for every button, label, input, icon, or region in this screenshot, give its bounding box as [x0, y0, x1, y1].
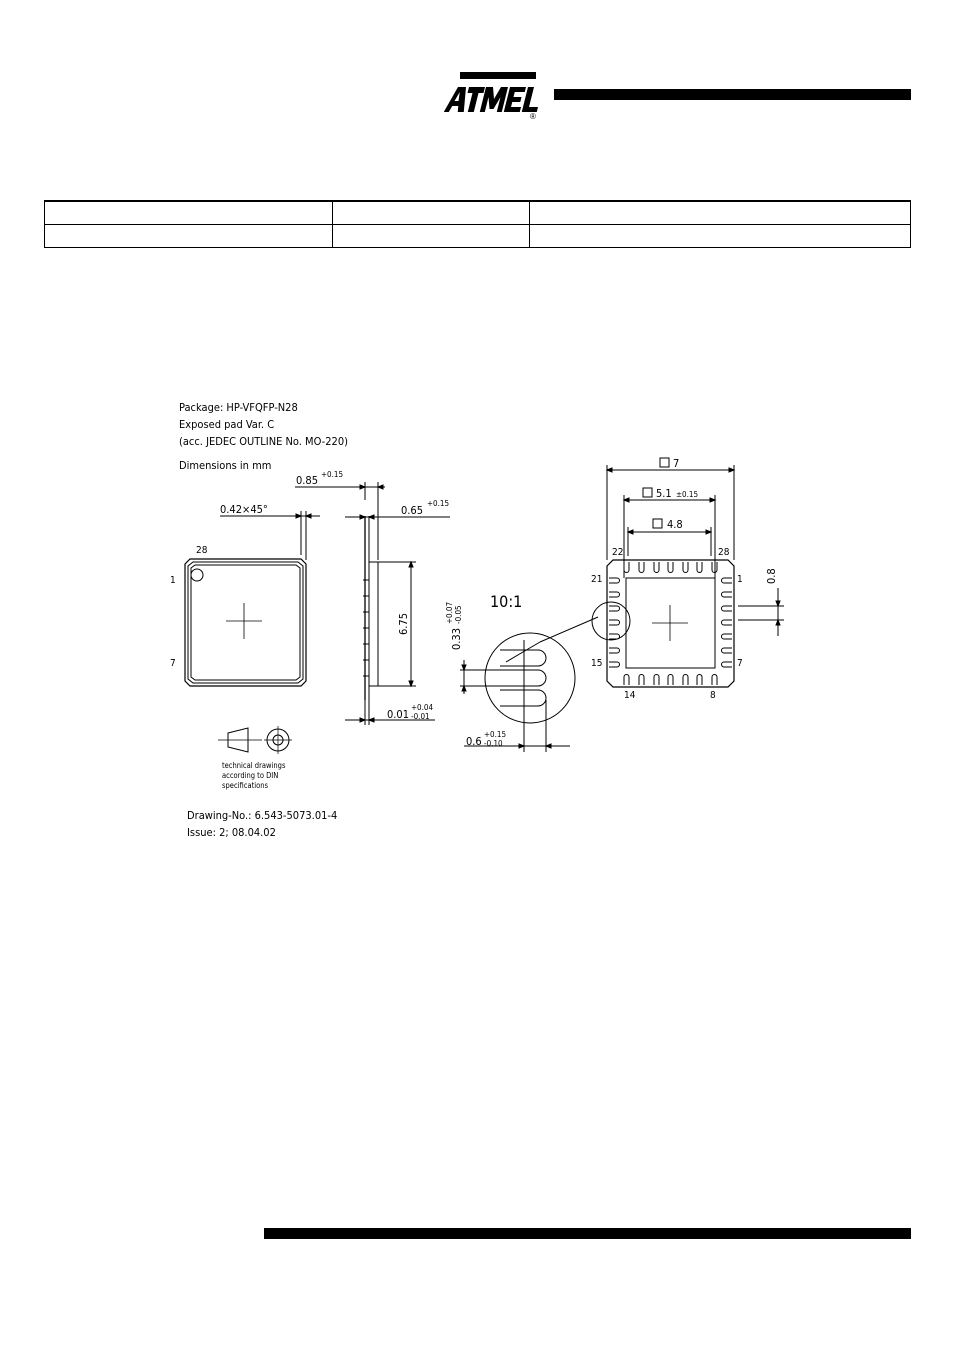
table-cell [530, 201, 911, 225]
registered-mark: ® [530, 112, 536, 120]
dim-lead-width-tol-down: -0.05 [454, 605, 463, 624]
dim-pad-size: 5.1 [656, 487, 672, 500]
pin-label-22: 22 [612, 547, 624, 558]
dim-body-size: 7 [673, 457, 680, 470]
dim-standoff-tol-down: -0.01 [411, 712, 430, 721]
pin-label-7b: 7 [737, 658, 743, 669]
dim-lead: 0.65 [401, 504, 424, 517]
dim-lead-length-tol-down: -0.10 [484, 739, 503, 748]
table-cell [530, 225, 911, 248]
drawing-issue: Issue: 2; 08.04.02 [187, 826, 276, 839]
footer-rule [264, 1228, 911, 1239]
note-exposed-pad: Exposed pad Var. C [179, 418, 275, 431]
dim-pitch: 0.8 [765, 568, 778, 584]
dim-chamfer: 0.42×45° [220, 503, 268, 516]
projection-note-line-1: technical drawings [222, 761, 286, 770]
pin-label-14: 14 [624, 690, 636, 701]
table-row [45, 225, 911, 248]
dim-standoff: 0.01 [387, 708, 410, 721]
pin-label-8: 8 [710, 690, 716, 701]
dim-body: 6.75 [397, 612, 410, 635]
table-cell [333, 201, 530, 225]
dim-inner-size: 4.8 [667, 518, 683, 531]
pin-label-7: 7 [170, 658, 176, 669]
dim-standoff-tol-up: +0.04 [411, 703, 434, 712]
dim-lead-tol: +0.15 [427, 499, 450, 508]
pin-label-1b: 1 [737, 574, 743, 585]
dim-lead-length-tol-up: +0.15 [484, 730, 507, 739]
dim-lead-length: 0.6 [466, 735, 482, 748]
package-drawing-svg [160, 390, 800, 850]
note-jedec: (acc. JEDEC OUTLINE No. MO-220) [179, 435, 348, 448]
info-table [44, 200, 911, 248]
dim-lead-width-tol-up: +0.07 [445, 601, 454, 624]
dim-height: 0.85 [296, 474, 319, 487]
projection-note-line-2: according to DIN [222, 771, 279, 780]
table-cell [333, 225, 530, 248]
pin-label-15: 15 [591, 658, 603, 669]
projection-note-line-3: specifications [222, 781, 269, 790]
pin-label-21: 21 [591, 574, 603, 585]
atmel-logo-graphic [440, 72, 540, 120]
dim-lead-width: 0.33 [450, 627, 463, 650]
dim-height-tol: +0.15 [321, 470, 344, 479]
pin-label-1: 1 [170, 575, 176, 586]
pin-label-28: 28 [196, 545, 208, 556]
table-cell [45, 201, 333, 225]
detail-scale: 10:1 [490, 592, 523, 611]
table-row [45, 201, 911, 225]
drawing-number: Drawing-No.: 6.543-5073.01-4 [187, 809, 338, 822]
note-units: Dimensions in mm [179, 459, 272, 472]
package-drawing [160, 390, 800, 850]
table-cell [45, 225, 333, 248]
atmel-logo [440, 72, 540, 120]
note-package: Package: HP-VFQFP-N28 [179, 401, 298, 414]
dim-pad-tol: ±0.15 [676, 490, 699, 499]
pin-label-28b: 28 [718, 547, 730, 558]
header-rule [554, 89, 911, 100]
